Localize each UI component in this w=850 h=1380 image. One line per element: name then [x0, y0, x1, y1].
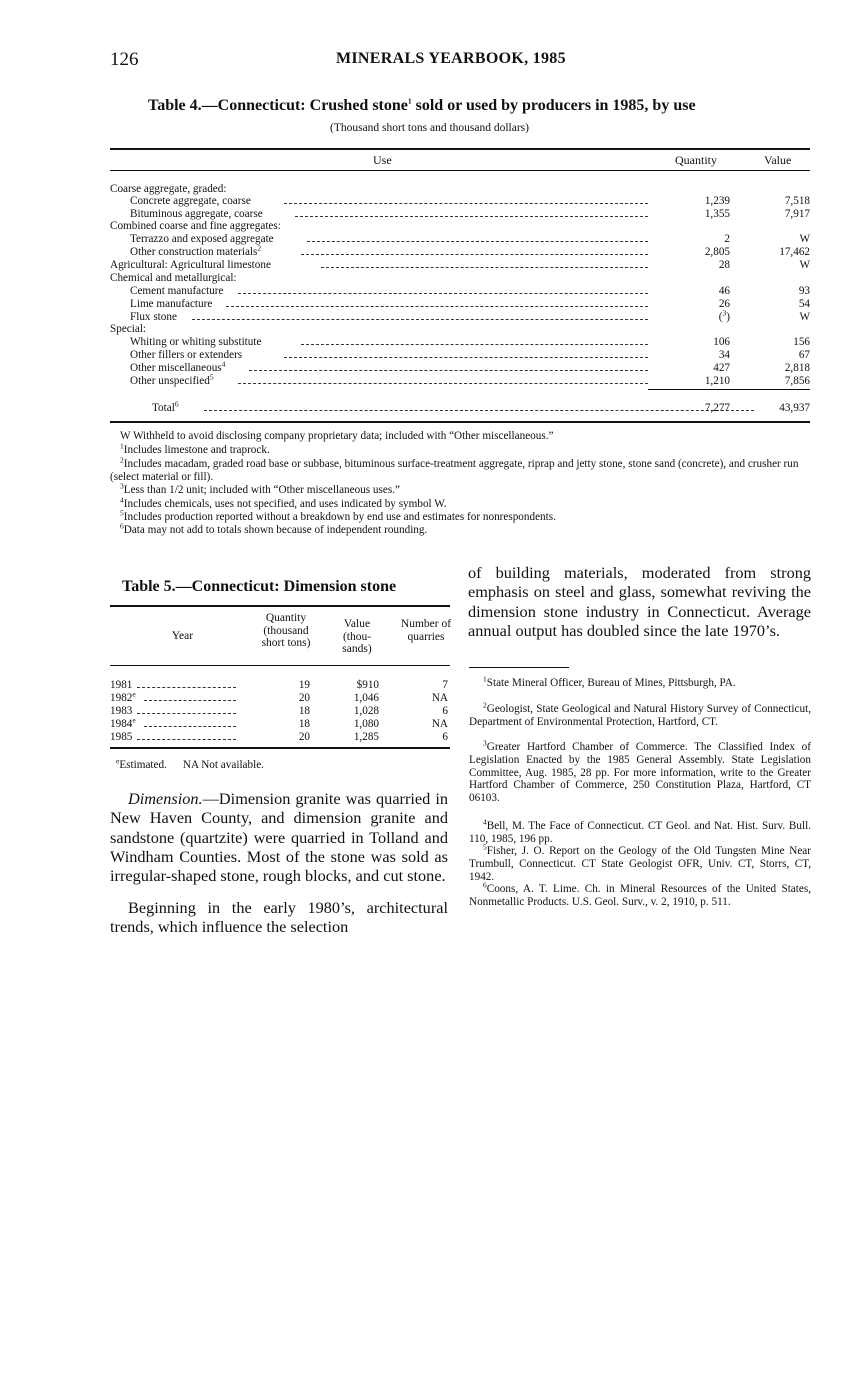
- chapter-footnote: $^4$Bell, M. The Face of Connecticut. CT Geol. and Nat. Hist. Surv. Bull. 110, 1985, 196 pp.: [469, 817, 811, 845]
- leader-dots: [301, 344, 648, 345]
- leader-dots: [137, 713, 236, 714]
- table4-row: [110, 372, 810, 388]
- footnote-ref: 5: [209, 372, 214, 382]
- table5-header-rule: [110, 665, 450, 666]
- table4-row-value: 7,856: [784, 375, 810, 387]
- table4-row: [110, 243, 810, 259]
- table5-row-year: 1984e: [110, 715, 136, 730]
- footnote-ref: e: [132, 689, 136, 699]
- table5-row-quantity: 20: [298, 731, 310, 743]
- table4-row: [110, 259, 810, 272]
- footnote-mark: 1: [120, 441, 124, 451]
- table4-row-label: Cement manufacture: [130, 285, 224, 297]
- chapter-footnote: $^5$Fisher, J. O. Report on the Geology of the Old Tungsten Mine Near Trumbull, Connecticut. CT State Geologist OFR, Univ. CT, Storrs, CT, 1942.: [469, 842, 811, 883]
- table4-row-quantity: 2: [724, 233, 730, 245]
- table5-row: [110, 715, 450, 731]
- table4-title: [148, 97, 696, 115]
- table5-row-quarries: 6: [442, 731, 448, 743]
- table4-row-value: 156: [793, 336, 810, 348]
- table4-row-quantity: 34: [718, 349, 730, 361]
- table4-row-value: 7,518: [784, 195, 810, 207]
- table5-row-quarries: 7: [442, 679, 448, 691]
- chapter-footnote: $^6$Coons, A. T. Lime. Ch. in Mineral Resources of the United States, Nonmetallic Products. U.S. Geol. Surv., v. 2, 1910, p. 511.: [469, 880, 811, 908]
- leader-dots: [192, 319, 648, 320]
- table4-title-tail: sold or used by producers in 1985, by use: [411, 97, 696, 114]
- table4-row-label: Terrazzo and exposed aggregate: [130, 233, 274, 245]
- table4-row-quantity: 106: [713, 336, 730, 348]
- leader-dots: [295, 216, 648, 217]
- chapter-footnote: $^2$Geologist, State Geological and Natural History Survey of Connecticut, Department of Environmental Protection, Hartford, CT.: [469, 700, 811, 728]
- table5-row-year: 1982e: [110, 689, 136, 704]
- leader-dots: [249, 370, 648, 371]
- footnote-mark: 2: [483, 700, 487, 710]
- table4-bottom-rule: [110, 421, 810, 423]
- table4-col-use: Use: [373, 153, 392, 167]
- table4-row-quantity: 2,805: [704, 246, 730, 258]
- table5-note: $^e$Estimated. NA Not available.: [116, 756, 264, 771]
- table4-row: [110, 285, 810, 298]
- table5-row-value: 1,028: [353, 705, 379, 717]
- dimension-heading: Dimension.: [128, 789, 203, 808]
- table4-row-label: Other fillers or extenders: [130, 349, 243, 361]
- footnote-mark: 4: [483, 817, 487, 827]
- table5-row-year: 1985: [110, 731, 133, 743]
- table4-title-main: Table 4.—Connecticut: Crushed stone: [148, 97, 408, 114]
- table5-row-quantity: 19: [298, 679, 310, 691]
- running-title: MINERALS YEARBOOK, 1985: [336, 50, 566, 67]
- footnote-ref: 3: [722, 308, 727, 318]
- table4-col-value: Value: [764, 153, 792, 167]
- table4-title-sup: 1: [407, 96, 412, 106]
- table4-row-value: 17,462: [779, 246, 810, 258]
- footnote-mark: 3: [120, 481, 124, 491]
- table4-footnote: $^5$Includes production reported without a breakdown by end use and estimates for nonrespondents.: [120, 508, 556, 523]
- leader-dots: [238, 293, 648, 294]
- table5-row-quantity: 20: [298, 692, 310, 704]
- table4-row-value: 67: [798, 349, 810, 361]
- table5-row-quantity: 18: [298, 718, 310, 730]
- table4-footnote: W Withheld to avoid disclosing company proprietary data; included with “Other miscellaneous.”: [120, 430, 554, 442]
- table4-row-label: Whiting or whiting substitute: [130, 336, 262, 348]
- table4-row-label: Agricultural: Agricultural limestone: [110, 259, 271, 271]
- table4-row-label: Special:: [110, 323, 147, 335]
- dimension-text: —Dimension granite was quarried in New Haven County, and dimension granite and sandstone (quartzite) were quarried in Tolland and Windham Counties. Most of the stone was sold as irregular-shaped stone, rough blocks, and cut stone.: [110, 789, 448, 886]
- table4-row-label: Other unspecified$^5$: [130, 372, 214, 387]
- leader-dots: [144, 700, 236, 701]
- table5-row-value: 1,080: [353, 718, 379, 730]
- table5-row-value: 1,285: [353, 731, 379, 743]
- footnote-mark: 1: [483, 674, 487, 684]
- right-paragraph: of building materials, moderated from strong emphasis on steel and glass, somewhat reviving the dimension stone industry in Connecticut. Average annual output has doubled since the late 1970’s.: [468, 563, 811, 640]
- leader-dots: [238, 383, 648, 384]
- table4-subtitle: (Thousand short tons and thousand dollars): [330, 122, 529, 134]
- table4-top-rule: [110, 148, 810, 150]
- footnote-mark: 3: [483, 738, 487, 748]
- table4-footnote: $^4$Includes chemicals, uses not specified, and uses indicated by symbol W.: [120, 495, 447, 510]
- footnote-separator: [469, 667, 569, 668]
- table4-row-value: 54: [798, 298, 810, 310]
- table4-row: [110, 298, 810, 311]
- table5-row-quarries: NA: [431, 718, 448, 730]
- table4-row: [110, 336, 810, 349]
- table4-row-label: Concrete aggregate, coarse: [130, 195, 251, 207]
- table4-sum-rule: [648, 389, 810, 390]
- table4-row: [110, 349, 810, 362]
- footnote-mark: 5: [120, 508, 124, 518]
- table4-row-label: Combined coarse and fine aggregates:: [110, 220, 281, 232]
- table4-row-quantity: 26: [718, 298, 730, 310]
- footnote-mark: 5: [483, 842, 487, 852]
- table4-row-label: Flux stone: [130, 311, 177, 323]
- table4-row-value: W: [799, 233, 810, 245]
- table5-top-rule: [110, 605, 450, 607]
- table4-row-value: 7,917: [784, 208, 810, 220]
- leader-dots: [144, 726, 236, 727]
- table4-row-quantity: 427: [713, 362, 730, 374]
- leader-dots: [301, 254, 648, 255]
- table5-row: [110, 731, 450, 744]
- table5-col-quarries: Number of quarries: [400, 618, 452, 643]
- table4-row-value: W: [799, 259, 810, 271]
- leader-dots: [284, 203, 648, 204]
- table4-total-row: [110, 399, 810, 415]
- table5-row-year: 1981: [110, 679, 133, 691]
- footnote-mark: 4: [120, 495, 124, 505]
- table5-col-year: Year: [171, 630, 194, 642]
- table4-row-quantity: ($^3$): [718, 308, 730, 323]
- table4-row: [110, 272, 810, 285]
- leader-dots: [284, 357, 648, 358]
- table4-row-quantity: 1,355: [704, 208, 730, 220]
- table4-row-value: W: [799, 311, 810, 323]
- table4-row: [110, 359, 810, 375]
- paragraph-2: Beginning in the early 1980’s, architectural trends, which influence the selection: [110, 898, 448, 937]
- table4-row: [110, 195, 810, 208]
- table5-row-year: 1983: [110, 705, 133, 717]
- table4-row-value: 2,818: [784, 362, 810, 374]
- table5-row-quantity: 18: [298, 705, 310, 717]
- table4-row-quantity: 28: [718, 259, 730, 271]
- footnote-mark: 6: [483, 880, 487, 890]
- table4-total-value: 43,937: [779, 402, 810, 414]
- page-number: 126: [110, 49, 139, 70]
- table5-row-value: 1,046: [353, 692, 379, 704]
- table5-row: [110, 705, 450, 718]
- table4-total-label: Total$^6$: [152, 399, 179, 414]
- footnote-ref: 4: [221, 359, 226, 369]
- table5-col-quantity: Quantity (thousand short tons): [261, 612, 311, 649]
- leader-dots: [137, 687, 236, 688]
- footnote-ref: 2: [257, 243, 262, 253]
- footnote-mark: 6: [120, 521, 124, 531]
- table4-total-quantity: 7,277: [704, 402, 730, 414]
- table5-row-quarries: 6: [442, 705, 448, 717]
- chapter-footnote: $^1$State Mineral Officer, Bureau of Mines, Pittsburgh, PA.: [483, 674, 736, 689]
- footnote-ref: e: [132, 715, 136, 725]
- footnote-mark: 2: [120, 455, 124, 465]
- table4-row-quantity: 1,210: [704, 375, 730, 387]
- table4-footnote: $^3$Less than 1/2 unit; included with “Other miscellaneous uses.”: [120, 481, 400, 496]
- leader-dots: [226, 306, 648, 307]
- table4-row: [110, 220, 810, 233]
- table4-row-label: Lime manufacture: [130, 298, 213, 310]
- table4-row: [110, 233, 810, 246]
- table5-row-value: $910: [356, 679, 379, 691]
- table4-row-value: 93: [798, 285, 810, 297]
- table4-row-label: Bituminous aggregate, coarse: [130, 208, 263, 220]
- table5-title: Table 5.—Connecticut: Dimension stone: [122, 578, 397, 595]
- table5-bottom-rule: [110, 747, 450, 749]
- table4-row-label: Other construction materials$^2$: [130, 243, 262, 258]
- table4-row-label: Other miscellaneous$^4$: [130, 359, 226, 374]
- leader-dots: [307, 241, 648, 242]
- table4-footnote: $^6$Data may not add to totals shown because of independent rounding.: [120, 521, 428, 536]
- table5-row-quarries: NA: [431, 692, 448, 704]
- table4-footnote: $^2$Includes macadam, graded road base or subbase, bituminous surface-treatment aggregate, riprap and jetty stone, stone sand (concrete), and crusher run (select material or fill).: [110, 455, 799, 483]
- table4-row: [110, 323, 810, 336]
- chapter-footnote: $^3$Greater Hartford Chamber of Commerce. The Classified Index of Legislation Enacted by the 1985 General Assembly. State Legislation Committee, Aug. 1985, 28 pp. For more information, write to the Greater Hartford Chamber of Commerce, 250 Constitution Plaza, Hartford, CT 06103.: [469, 738, 811, 805]
- table4-row-label: Coarse aggregate, graded:: [110, 183, 227, 195]
- table4-row-label: Chemical and metallurgical:: [110, 272, 237, 284]
- leader-dots: [137, 739, 236, 740]
- leader-dots: [321, 267, 648, 268]
- dimension-paragraph: [110, 789, 448, 885]
- table5-row: [110, 689, 450, 705]
- table4-footnote: $^1$Includes limestone and traprock.: [120, 441, 270, 456]
- table5-row: [110, 679, 450, 692]
- table4-header-rule: [110, 170, 810, 171]
- table5-col-value: Value (thou- sands): [342, 618, 372, 655]
- table4-col-quantity: Quantity: [675, 153, 717, 167]
- table4-row-quantity: 1,239: [704, 195, 730, 207]
- table4-row-quantity: 46: [718, 285, 730, 297]
